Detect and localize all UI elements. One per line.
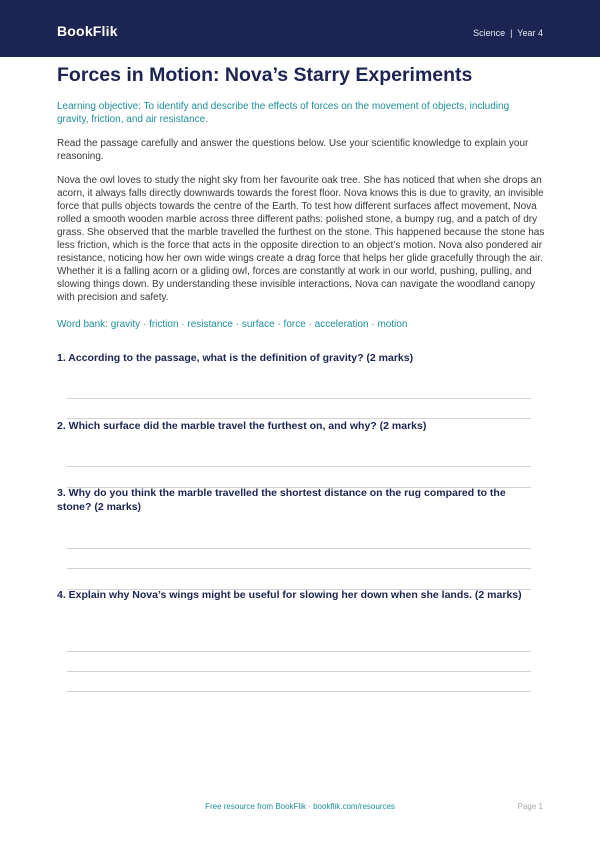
subject-year-label: Science | Year 4 (473, 28, 543, 38)
reading-passage: Nova the owl loves to study the night sky from her favourite oak tree. She has noticed that when she drops an acorn, it always falls directly downwards towards the forest floor. Nova knows this is due to gravity, an invisible force that pulls objects towards the centre of the Earth. To test how different surfaces affect movement, Nova rolled a smooth wooden marble across three different paths: polished stone, a bumpy rug, and a patch of dry grass. She observed that the marble travelled the furthest on the stone. This happened because the stone has less friction, which is the force that acts in the opposite direction to an object’s motion. Nova also pondered air resistance, noticing how her own wide wings create a drag force that helps her glide gracefully through the air. Whether it is a falling acorn or a gliding owl, forces are constantly at work in our world, pushing, pulling, and slowing things down. By understanding these invisible interactions, Nova can navigate the woodland canopy with precision and safety. (57, 175, 545, 303)
page-number: Page 1 (517, 802, 543, 811)
answer-line[interactable] (67, 671, 531, 672)
page-header (0, 0, 600, 57)
footer-resource-link[interactable]: Free resource from BookFlik · bookflik.com/resources (205, 802, 395, 811)
answer-line[interactable] (67, 398, 531, 399)
answer-line[interactable] (67, 651, 531, 652)
answer-line[interactable] (67, 466, 531, 467)
question-4: 4. Explain why Nova’s wings might be useful for slowing her down when she lands. (2 marks) (57, 589, 522, 601)
answer-line[interactable] (67, 691, 531, 692)
question-2: 2. Which surface did the marble travel the furthest on, and why? (2 marks) (57, 420, 427, 432)
answer-line[interactable] (67, 548, 531, 549)
question-1: 1. According to the passage, what is the definition of gravity? (2 marks) (57, 352, 414, 364)
worksheet-title: Forces in Motion: Nova’s Starry Experiments (57, 64, 473, 86)
brand-logo: BookFlik (57, 23, 118, 39)
answer-line[interactable] (67, 568, 531, 569)
learning-objective: Learning objective: To identify and describe the effects of forces on the movement of objects, including gravity, friction, and air resistance. (57, 101, 510, 125)
word-bank: Word bank: gravity · friction · resistance · surface · force · acceleration · motion (57, 319, 408, 330)
instructions: Read the passage carefully and answer the questions below. Use your scientific knowledge to explain your reasoning. (57, 138, 529, 162)
question-3: 3. Why do you think the marble travelled the shortest distance on the rug compared to the stone? (2 marks) (57, 487, 506, 513)
